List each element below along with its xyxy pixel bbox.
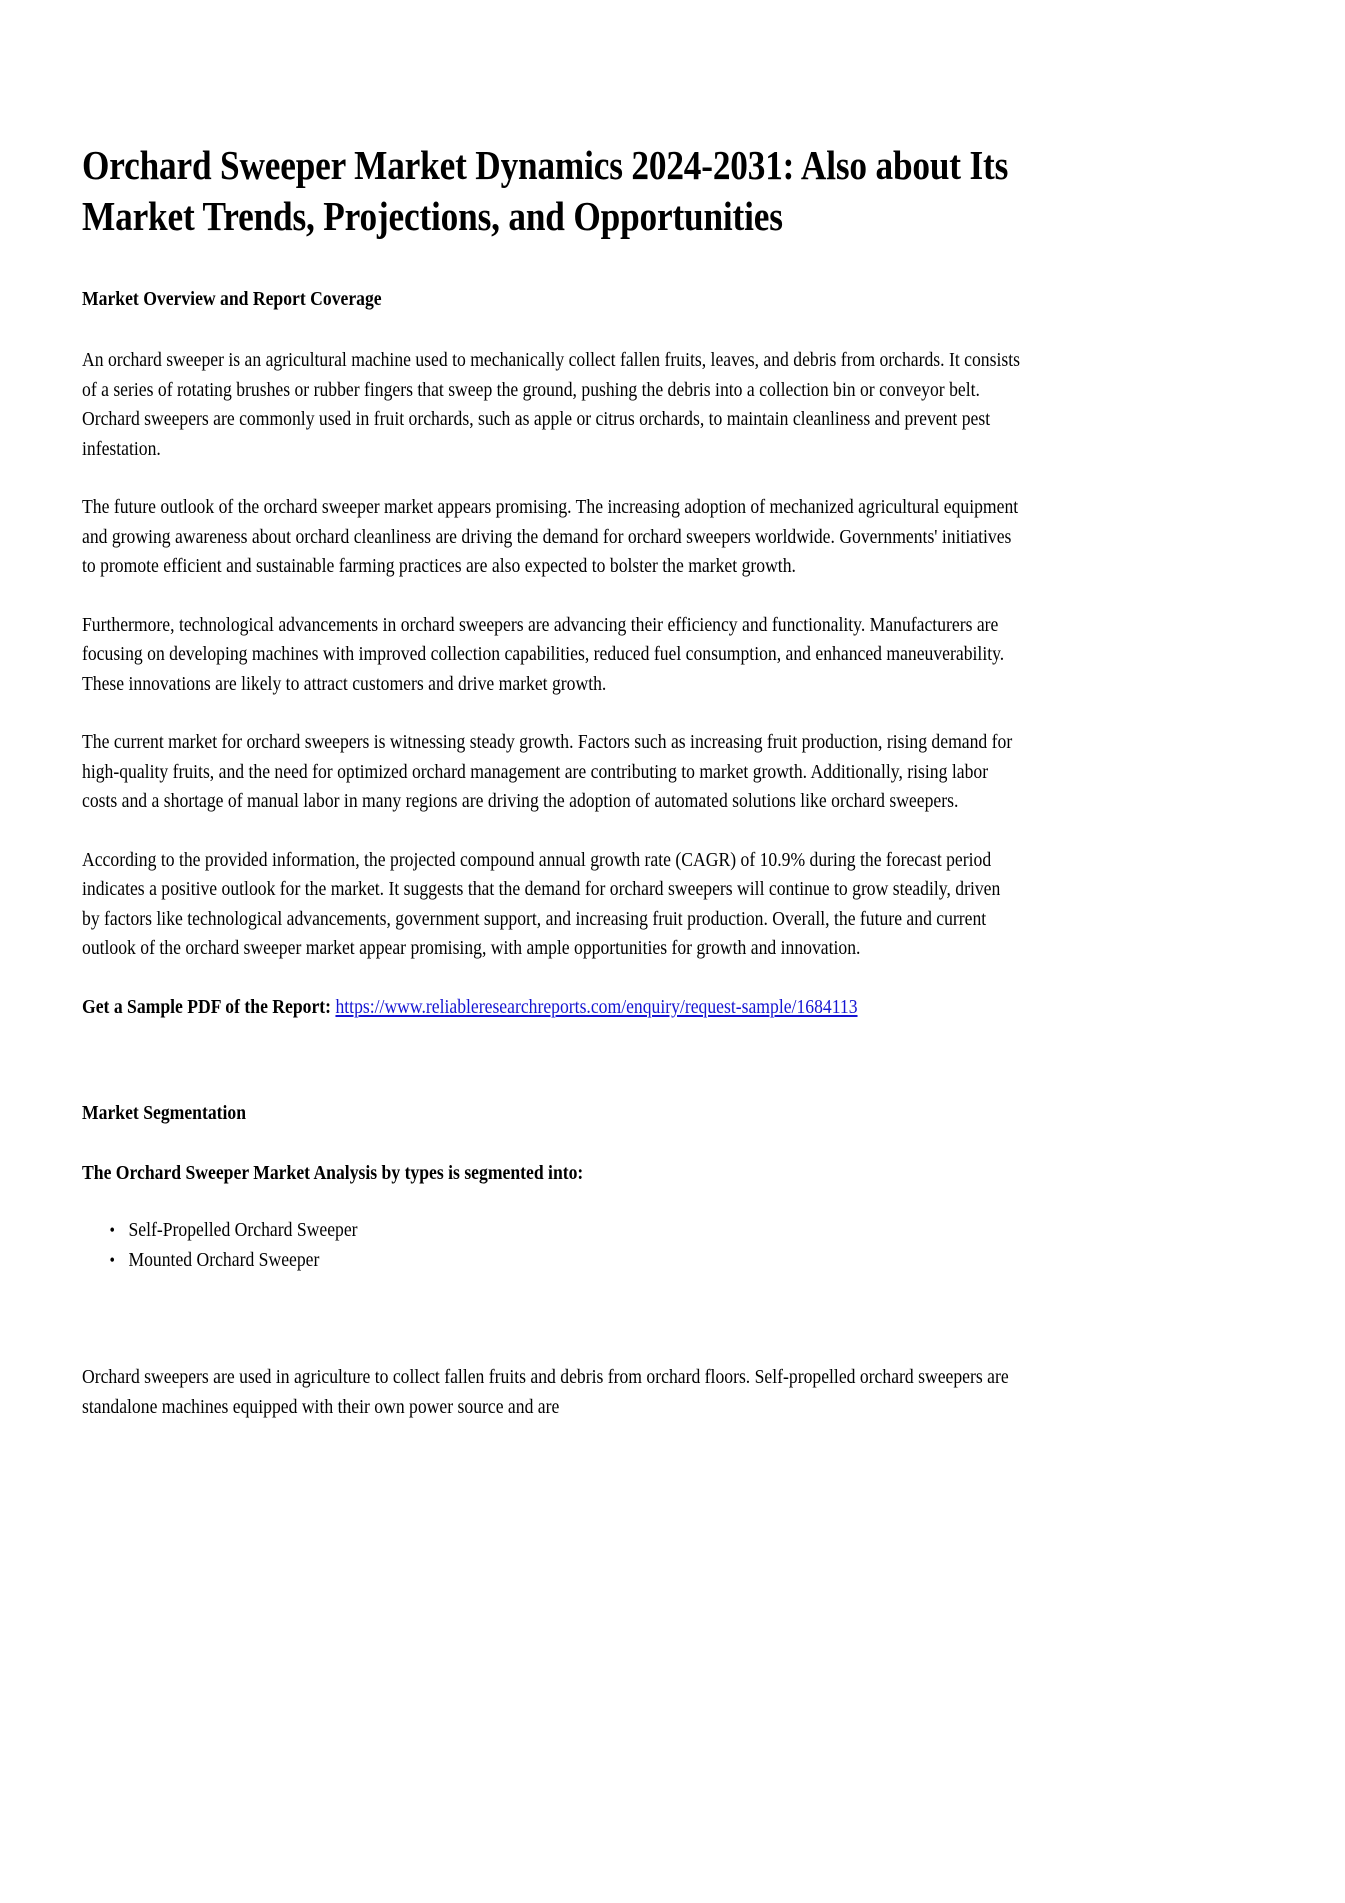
list-item	[109, 1215, 1022, 1245]
type-list	[82, 1215, 1022, 1275]
spacer	[82, 242, 1022, 286]
paragraph-current-market: The current market for orchard sweepers is witnessing steady growth. Factors such as increasing fruit production, rising demand for high-quality fruits, and the need for optimized orchard management are contributing to market growth. Additionally, rising labor costs and a shortage of manual labor in many regions are driving the adoption of automated solutions like orchard sweepers.	[82, 731, 1013, 812]
bullet-icon: •	[109, 1220, 115, 1240]
paragraph-definition: An orchard sweeper is an agricultural machine used to mechanically collect fallen fruits, leaves, and debris from orchards. It consists of a series of rotating brushes or rubber fingers that sweep the ground, pushing the debris into a collection bin or conveyor belt. Orchard sweepers are commonly used in fruit orchards, such as apple or citrus orchards, to maintain cleanliness and prevent pest infestation.	[82, 349, 1020, 460]
page-title: Orchard Sweeper Market Dynamics 2024-2031: Also about Its Market Trends, Projections, and Opportunities	[82, 142, 1009, 239]
spacer	[82, 817, 1022, 846]
spacer	[82, 1126, 1022, 1160]
paragraph-technology: Furthermore, technological advancements in orchard sweepers are advancing their efficiency and functionality. Manufacturers are focusing on developing machines with improved collection capabilities, reduced fuel consumption, and enhanced maneuverability. These innovations are likely to attract customers and drive market growth.	[82, 613, 1005, 695]
bullet-icon: •	[109, 1250, 115, 1270]
sample-pdf-link[interactable]: https://www.reliableresearchreports.com/enquiry/request-sample/1684113	[335, 995, 858, 1018]
paragraph-future-outlook: The future outlook of the orchard sweeper market appears promising. The increasing adoption of mechanized agricultural equipment and growing awareness about orchard cleanliness are driving the demand for orchard sweepers worldwide. Governments' initiatives to promote efficient and sustainable farming practices are also expected to bolster the market growth.	[82, 496, 1019, 577]
spacer	[82, 312, 1022, 346]
list-item-label: Self-Propelled Orchard Sweeper	[128, 1219, 358, 1241]
spacer	[82, 1186, 1022, 1215]
heading-types-segmented: The Orchard Sweeper Market Analysis by types is segmented into:	[82, 1162, 584, 1184]
spacer	[82, 464, 1022, 493]
sample-pdf-label: Get a Sample PDF of the Report:	[82, 995, 332, 1018]
paragraph-cagr: According to the provided information, the projected compound annual growth rate (CAGR) of 10.9% during the forecast period indicates a positive outlook for the market. It suggests that the demand for orchard sweepers will continue to grow steadily, driven by factors like technological advancements, government support, and increasing fruit production. Overall, the future and current outlook of the orchard sweeper market appear promising, with ample opportunities for growth and innovation.	[82, 848, 1001, 959]
spacer	[82, 582, 1022, 611]
paragraph-orchard-usage: Orchard sweepers are used in agriculture to collect fallen fruits and debris from orchard floors. Self-propelled orchard sweepers are standalone machines equipped with their own power source and are	[82, 1366, 1009, 1418]
heading-market-overview: Market Overview and Report Coverage	[82, 288, 382, 310]
list-item-label: Mounted Orchard Sweeper	[128, 1249, 320, 1271]
spacer	[82, 699, 1022, 728]
sample-pdf-line	[82, 993, 1022, 1023]
list-item	[109, 1245, 1022, 1275]
heading-market-segmentation: Market Segmentation	[82, 1102, 247, 1124]
document-content	[82, 140, 1022, 1422]
spacer	[82, 1022, 1022, 1100]
spacer	[82, 1275, 1022, 1363]
spacer	[82, 964, 1022, 993]
